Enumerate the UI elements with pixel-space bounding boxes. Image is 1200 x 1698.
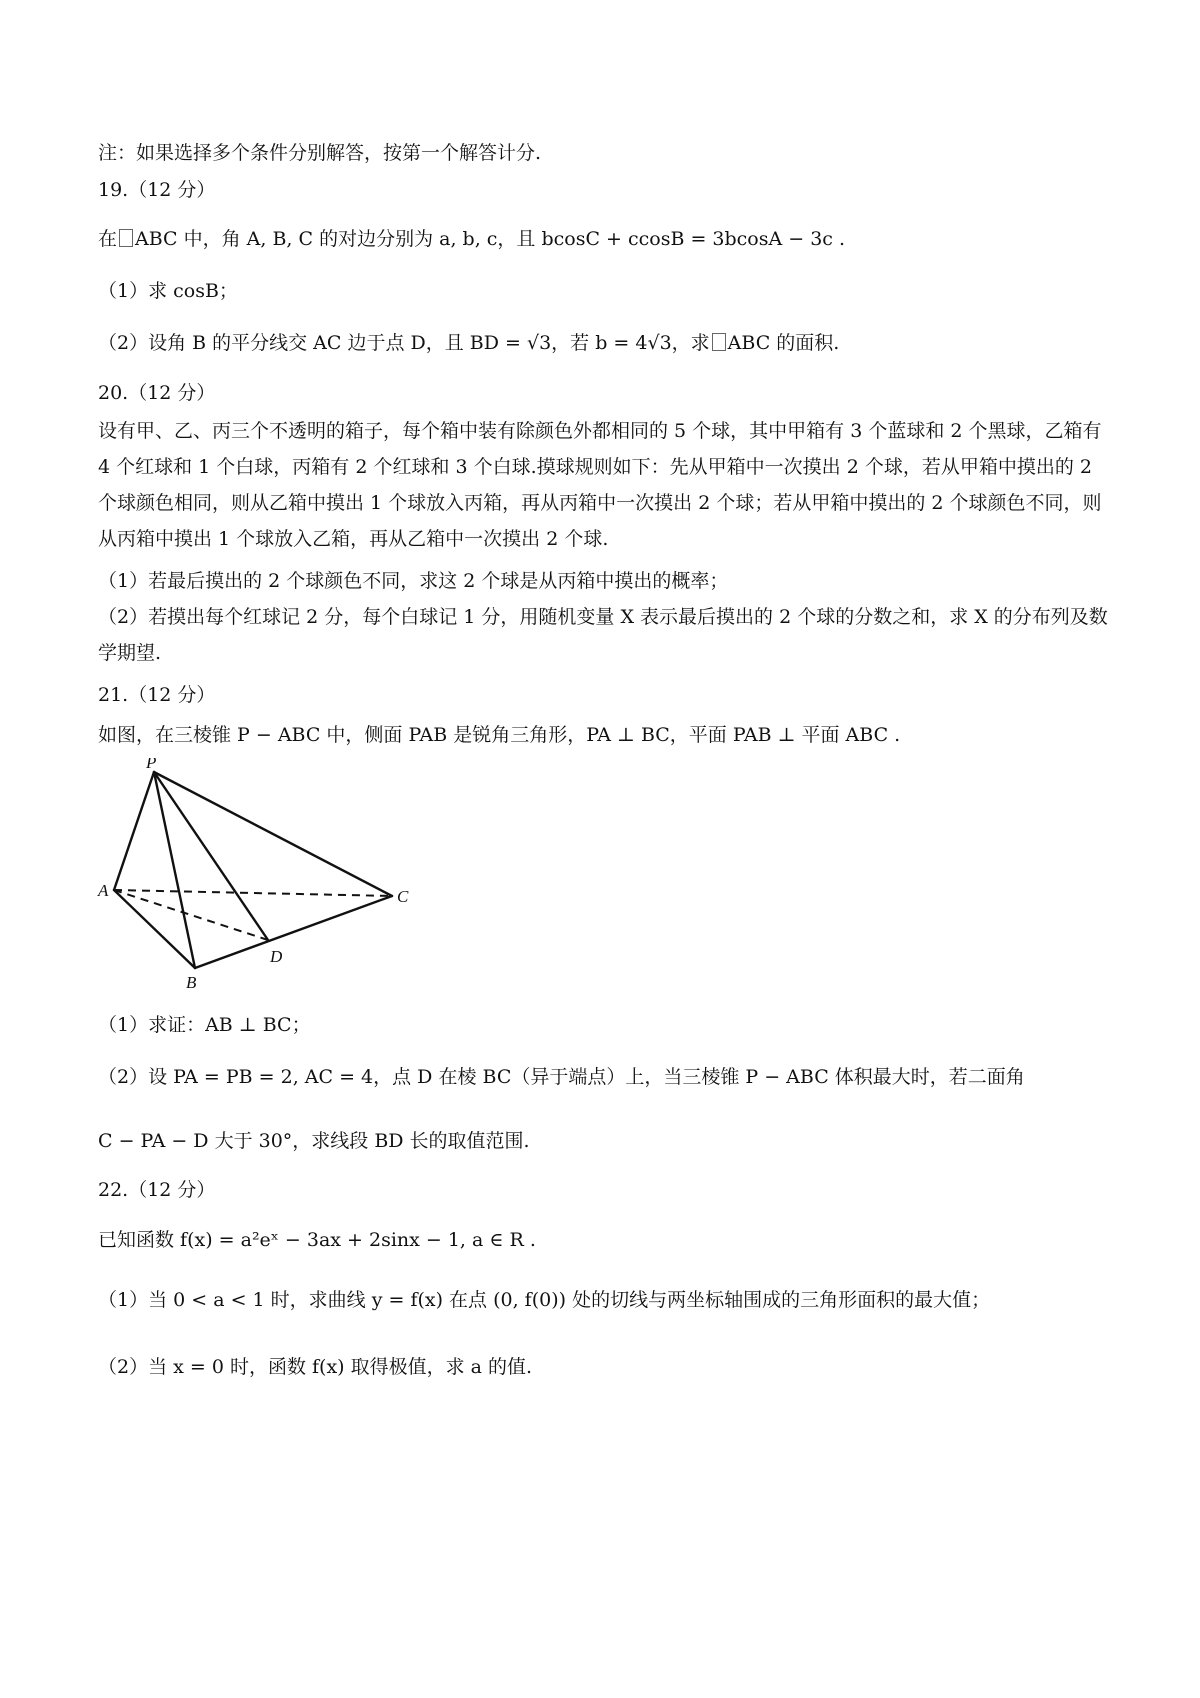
q20-part1: （1）若最后摸出的 2 个球颜色不同，求这 2 个球是从丙箱中摸出的概率； xyxy=(98,570,729,592)
triangle-symbol-icon xyxy=(712,333,726,351)
q19-part2-prefix: （2）设角 B 的平分线交 AC 边于点 D，且 BD = √3，若 b = 4√3，求 xyxy=(98,332,710,354)
q21-stem: 如图，在三棱锥 P − ABC 中，侧面 PAB 是锐角三角形，PA ⊥ BC，平面 PAB ⊥ 平面 ABC . xyxy=(98,724,901,746)
triangle-symbol-icon xyxy=(119,229,133,247)
q21-part1: （1）求证：AB ⊥ BC； xyxy=(98,1014,311,1036)
edge-PC xyxy=(154,772,392,896)
q21-header: 21.（12 分） xyxy=(98,684,216,706)
q20-part2: （2）若摸出每个红球记 2 分，每个白球记 1 分，用随机变量 X 表示最后摸出的 2 个球的分数之和，求 X 的分布列及数学期望. xyxy=(98,606,1108,664)
vertex-label-C: C xyxy=(397,887,409,906)
edge-BC xyxy=(195,896,392,968)
q20-stem: 设有甲、乙、丙三个不透明的箱子，每个箱中装有除颜色外都相同的 5 个球，其中甲箱有 3 个蓝球和 2 个黑球，乙箱有 4 个红球和 1 个白球，丙箱有 2 个红球和 3 个白球.摸球规则如下：先从甲箱中一次摸出 2 个球，若从甲箱中摸出的 2 个球颜色相同，则从乙箱中摸出 1 个球放入丙箱，再从丙箱中一次摸出 2 个球；若从甲箱中摸出的 2 个球颜色不同，则从丙箱中摸出 1 个球放入乙箱，再从乙箱中一次摸出 2 个球. xyxy=(98,420,1102,550)
q22-stem: 已知函数 f(x) = a²eˣ − 3ax + 2sinx − 1, a ∈ R . xyxy=(98,1229,536,1251)
edge-AB xyxy=(114,890,195,968)
vertex-label-A: A xyxy=(98,881,109,900)
edge-PA xyxy=(114,772,154,890)
q19-part2 xyxy=(98,330,839,356)
q19-stem xyxy=(98,226,845,252)
q22-part2: （2）当 x = 0 时，函数 f(x) 取得极值，求 a 的值. xyxy=(98,1356,533,1378)
q21-part2-line1: （2）设 PA = PB = 2, AC = 4，点 D 在棱 BC（异于端点）上，当三棱锥 P − ABC 体积最大时，若二面角 xyxy=(98,1066,1025,1088)
vertex-label-P: P xyxy=(146,758,157,772)
q22-header: 22.（12 分） xyxy=(98,1179,216,1201)
edge-AD-dashed xyxy=(114,890,268,940)
q19-part2-suffix: ABC 的面积. xyxy=(727,332,840,354)
pyramid-figure xyxy=(92,758,422,988)
q20-header: 20.（12 分） xyxy=(98,382,216,404)
q19-stem-text: ABC 中，角 A, B, C 的对边分别为 a, b, c，且 bcosC + ccosB = 3bcosA − 3c . xyxy=(135,228,846,250)
note-text: 注：如果选择多个条件分别解答，按第一个解答计分. xyxy=(98,142,542,164)
edge-AC-dashed xyxy=(114,890,392,896)
q19-header: 19.（12 分） xyxy=(98,179,216,201)
vertex-label-B: B xyxy=(186,973,197,988)
q21-part2-line2: C − PA − D 大于 30°，求线段 BD 长的取值范围. xyxy=(98,1130,530,1152)
q19-part1: （1）求 cosB； xyxy=(98,280,238,302)
q19-stem-prefix: 在 xyxy=(98,228,118,250)
vertex-label-D: D xyxy=(270,947,283,966)
q22-part1: （1）当 0 < a < 1 时，求曲线 y = f(x) 在点 (0, f(0)) 处的切线与两坐标轴围成的三角形面积的最大值； xyxy=(98,1289,991,1311)
